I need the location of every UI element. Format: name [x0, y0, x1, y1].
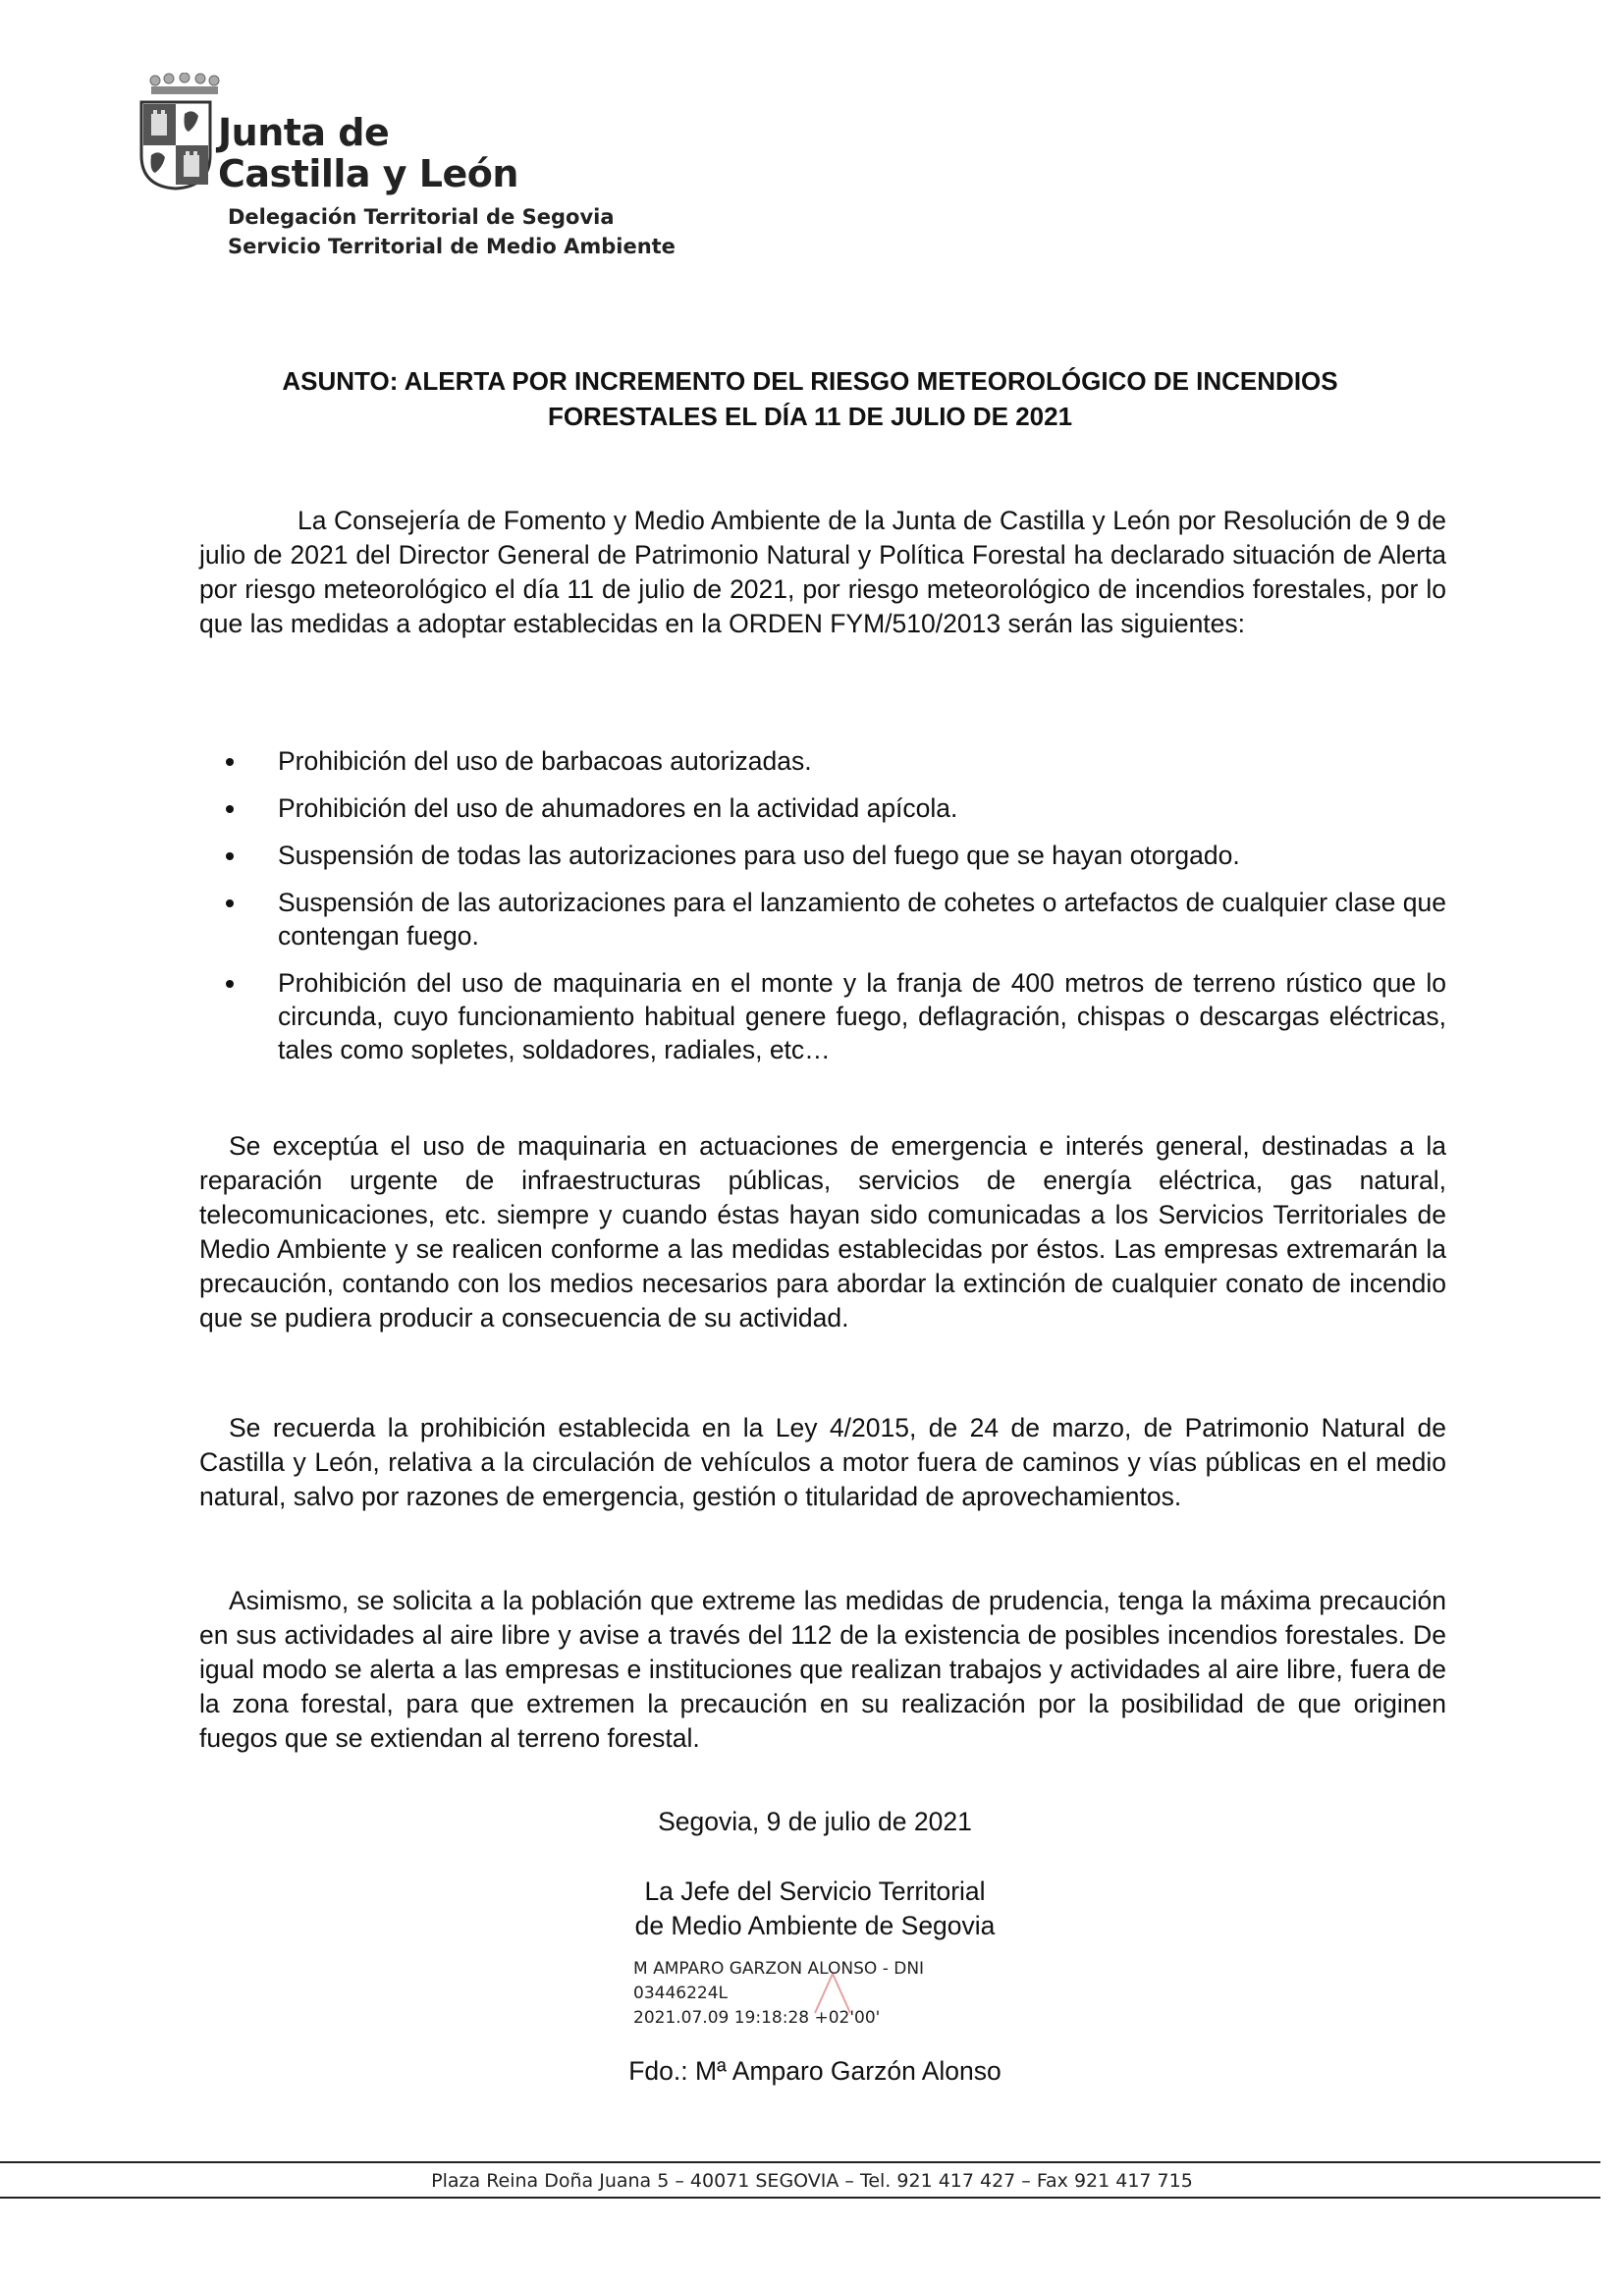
signed-by: Fdo.: Mª Amparo Garzón Alonso: [628, 2056, 1001, 2086]
signer-role: [491, 1875, 1139, 1943]
header-sub-lines: [228, 202, 676, 261]
footer-address: Plaza Reina Doña Juana 5 – 40071 SEGOVIA – Tel. 921 417 427 – Fax 921 417 715: [431, 2170, 1193, 2192]
signer-role-line2: de Medio Ambiente de Segovia: [634, 1911, 996, 1940]
bullet-icon: [226, 758, 234, 766]
list-item: [199, 744, 1446, 778]
digital-signature-name: M AMPARO GARZON ALONSO - DNI: [633, 1959, 925, 1979]
list-item-text: Suspensión de todas las autorizaciones para uso del fuego que se hayan otorgado.: [278, 841, 1240, 870]
list-item-text: Suspensión de las autorizaciones para el lanzamiento de cohetes o artefactos de cualquier clase que contengan fuego.: [278, 888, 1446, 951]
bullet-icon: [226, 852, 234, 860]
paragraph-intro: La Consejería de Fomento y Medio Ambiente de la Junta de Castilla y León por Resolución de 9 de julio de 2021 del Director General de Patrimonio Natural y Política Forestal ha declarado situación de Alerta por riesgo meteorológico el día 11 de julio de 2021, por riesgo meteorológico de incendios forestales, por lo que las medidas a adoptar establecidas en la ORDEN FYM/510/2013 serán las siguientes:: [199, 506, 1446, 638]
shield-icon: [139, 100, 212, 190]
paragraph-exception: Se exceptúa el uso de maquinaria en actuaciones de emergencia e interés general, destinadas a la reparación urgente de infraestructuras públicas, servicios de energía eléctrica, gas natural, telecomunicaciones, etc. siempre y cuando éstas hayan sido comunicadas a los Servicios Territoriales de Medio Ambiente y se realicen conforme a las medidas establecidas por éstos. Las empresas extremarán la precaución, contando con los medios necesarios para abordar la extinción de cualquier conato de incendio que se pudiera producir a consecuencia de su actividad.: [199, 1131, 1446, 1333]
bullet-icon: [226, 899, 234, 907]
bullet-icon: [226, 805, 234, 813]
paragraph-law-reminder: Se recuerda la prohibición establecida en la Ley 4/2015, de 24 de marzo, de Patrimonio Natural de Castilla y León, relativa a la circulación de vehículos a motor fuera de caminos y vías públicas en el medio natural, salvo por razones de emergencia, gestión o titularidad de aprovechamientos.: [199, 1413, 1446, 1511]
list-item: [199, 791, 1446, 825]
list-item: [199, 886, 1446, 952]
bullet-icon: [226, 980, 234, 988]
digital-signature-id: 03446224L: [633, 1984, 728, 2003]
document-subject: [157, 363, 1463, 434]
delegation-name: Delegación Territorial de Segovia: [228, 205, 615, 229]
digital-signature-timestamp: 2021.07.09 19:18:28 +02'00': [633, 2008, 881, 2028]
service-name: Servicio Territorial de Medio Ambiente: [228, 235, 676, 258]
subject-line1: ASUNTO: ALERTA POR INCREMENTO DEL RIESGO METEOROLÓGICO DE INCENDIOS: [282, 366, 1338, 396]
digital-signature: [633, 1957, 924, 2031]
list-item: [199, 966, 1446, 1066]
place-date: Segovia, 9 de julio de 2021: [658, 1807, 972, 1836]
list-item-text: Prohibición del uso de barbacoas autorizadas.: [278, 746, 812, 776]
list-item-text: Prohibición del uso de maquinaria en el monte y la franja de 400 metros de terreno rústico que lo circunda, cuyo funcionamiento habitual genere fuego, deflagración, chispas o descargas eléctricas, tales como sopletes, soldadores, radiales, etc…: [278, 968, 1446, 1064]
list-item-text: Prohibición del uso de ahumadores en la actividad apícola.: [278, 793, 958, 823]
footer-divider: [0, 2161, 1600, 2163]
footer-divider-bottom: [0, 2197, 1600, 2199]
org-name-line2: Castilla y León: [218, 152, 518, 195]
subject-line2: FORESTALES EL DÍA 11 DE JULIO DE 2021: [547, 402, 1073, 431]
org-logo: [135, 69, 568, 206]
crown-icon: [145, 73, 224, 96]
paragraph-public-request: Asimismo, se solicita a la población que extreme las medidas de prudencia, tenga la máxima precaución en sus actividades al aire libre y avise a través del 112 de la existencia de posibles incendios forestales. De igual modo se alerta a las empresas e instituciones que realizan trabajos y actividades al aire libre, fuera de la zona forestal, para que extremen la precaución en su realización por la posibilidad de que originen fuegos que se extiendan al terreno forestal.: [199, 1586, 1446, 1753]
signer-role-line1: La Jefe del Servicio Territorial: [644, 1877, 986, 1906]
org-name: [218, 112, 518, 194]
list-item: [199, 839, 1446, 872]
org-name-line1: Junta de: [218, 111, 390, 154]
measures-list: [199, 744, 1446, 1080]
